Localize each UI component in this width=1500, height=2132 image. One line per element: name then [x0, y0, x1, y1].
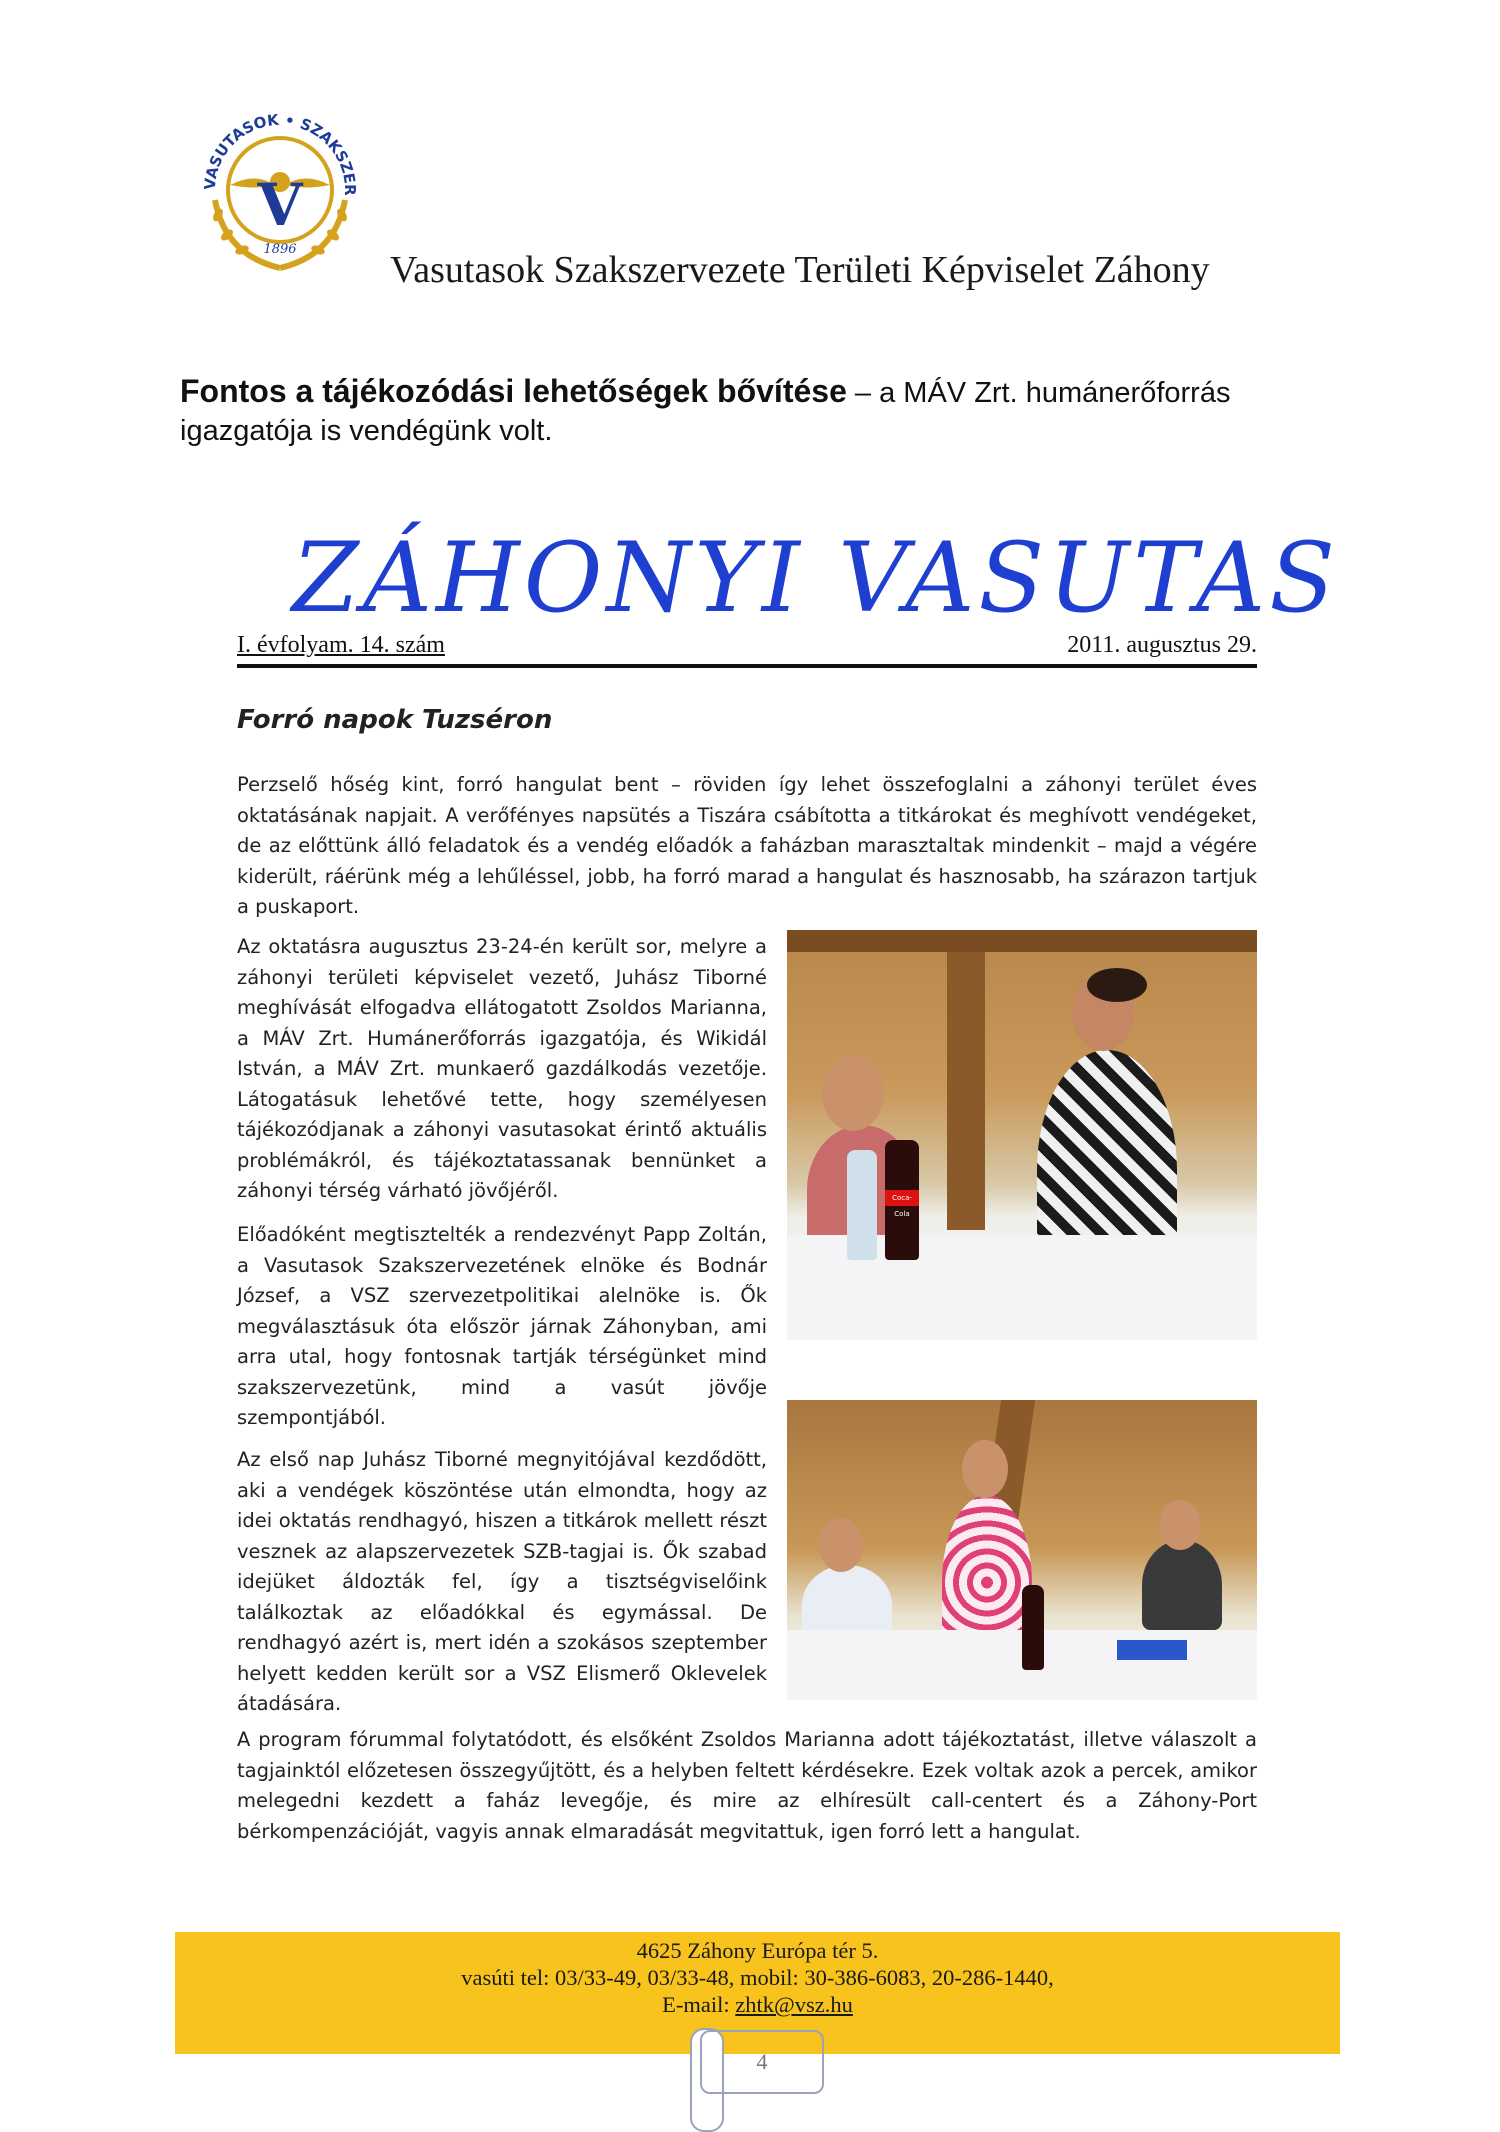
- blue-folder: [1117, 1640, 1187, 1660]
- hair: [1087, 968, 1147, 1002]
- photo-speaker-standing: [787, 930, 1257, 1340]
- seated-woman-head: [822, 1055, 884, 1131]
- issue-number: I. évfolyam. 14. szám: [237, 632, 445, 658]
- page-header-title: Vasutasok Szakszervezete Területi Képviselet Záhony: [390, 249, 1210, 291]
- seated-woman-right: [1142, 1540, 1222, 1630]
- footer-address: 4625 Záhony Európa tér 5.: [636, 1938, 879, 1963]
- article-paragraph: A program fórummal folytatódott, és elsőként Zsoldos Marianna adott tájékoztatást, illetve válaszolt a tagjainktól előzetesen összegyűjtött, és a helyben feltett kérdésekre. Ezek voltak azok a percek, amikor melegedni kezdett a faház levegője, és mire az elhíresült call-centert és a Záhony-Port bérkompenzációját, vagyis annak elmaradását megvitattuk, igen forró lett a hangulat.: [237, 1728, 1257, 1843]
- logo-letter: V: [257, 171, 303, 239]
- issue-bar: [237, 630, 1257, 668]
- newspaper-masthead: ZÁHONYI VASUTAS: [292, 522, 1339, 634]
- logo-year: 1896: [263, 242, 297, 257]
- logo-ring-text: VASUTASOK • SZAKSZER: [200, 110, 360, 196]
- footer-email-label: E-mail:: [662, 1992, 736, 2017]
- article-paragraph: Előadóként megtisztelték a rendezvényt Papp Zoltán, a Vasutasok Szakszervezetének elnöke és Bodnár József, a VSZ szervezetpolitikai alelnöke is. Ők megválasztásuk óta először járnak Záhonyban, ami arra utal, hogy fontosnak tartják térségünket mind szakszervezetünk, mind a vasút jövője szempontjából.: [237, 1223, 767, 1429]
- article-paragraph: Perzselő hőség kint, forró hangulat bent – röviden így lehet összefoglalni a záhonyi terület éves oktatásának napjait. A verőfényes napsütés a Tiszára csábította a titkárokat és meghívott vendégeket, de az előttünk álló feladatok és a vendég előadók a faházban marasztaltak mindenkit – majd a végére kiderült, ráérünk még a lehűléssel, jobb, ha forró marad a hangulat és hasznosabb, ha szárazon tartjuk a puskaport.: [237, 773, 1257, 918]
- footer-email-line: [175, 1992, 1340, 2018]
- cola-label: Coca-Cola: [885, 1190, 919, 1206]
- seated-man-head: [819, 1518, 863, 1572]
- water-bottle: [847, 1150, 877, 1260]
- photo-opening-speech: [787, 1400, 1257, 1700]
- page-number: 4: [700, 2030, 824, 2094]
- footer-phones: vasúti tel: 03/33-49, 03/33-48, mobil: 30-386-6083, 20-286-1440,: [461, 1965, 1054, 1990]
- standing-woman-head: [962, 1440, 1008, 1498]
- newspaper-clipping: [222, 500, 1339, 1885]
- wooden-beam: [787, 930, 1257, 952]
- cola-bottle: [1022, 1585, 1044, 1670]
- union-logo-icon: [185, 90, 375, 280]
- article-paragraph: Az oktatásra augusztus 23-24-én került sor, melyre a záhonyi területi képviselet vezető, Juhász Tiborné meghívását elfogadva ellátogatott Zsoldos Marianna, a MÁV Zrt. Humánerőforrás igazgatója, és Wikidál István, a MÁV Zrt. munkaerő gazdálkodás vezetője. Látogatásuk lehetővé tette, hogy személyesen tájékozódjanak a záhonyi vasutasokat érintő aktuális problémákról, és tájékoztatassanak bennünket a záhonyi térség várható jövőjéről.: [237, 935, 767, 1202]
- article-paragraph: Az első nap Juhász Tiborné megnyitójával kezdődött, aki a vendégek köszöntése után elmondta, hogy az idei oktatás rendhagyó, hiszen a titkárok mellett részt vesznek az alapszervezetek SZB-tagjai is. Ők szabad idejüket áldozták fel, így a tisztségviselőink találkoztak az előadókkal és egymással. De rendhagyó azért is, mert idén a szokásos szeptember helyett kedden került sor a VSZ Elismerő Oklevelek átadására.: [237, 1448, 767, 1715]
- seated-woman-head: [1159, 1500, 1201, 1550]
- intro-text: [180, 372, 1340, 450]
- intro-headline: Fontos a tájékozódási lehetőségek bővítése: [180, 373, 847, 409]
- union-logo: [185, 90, 375, 280]
- footer-email-link[interactable]: zhtk@vsz.hu: [735, 1992, 853, 2017]
- issue-date: 2011. augusztus 29.: [1067, 632, 1257, 658]
- article-title: Forró napok Tuzséron: [237, 705, 553, 735]
- wooden-beam: [947, 930, 985, 1230]
- intro-rest: – a MÁV Zrt. humánerőforrás igazgatója is vendégünk volt.: [180, 377, 1231, 447]
